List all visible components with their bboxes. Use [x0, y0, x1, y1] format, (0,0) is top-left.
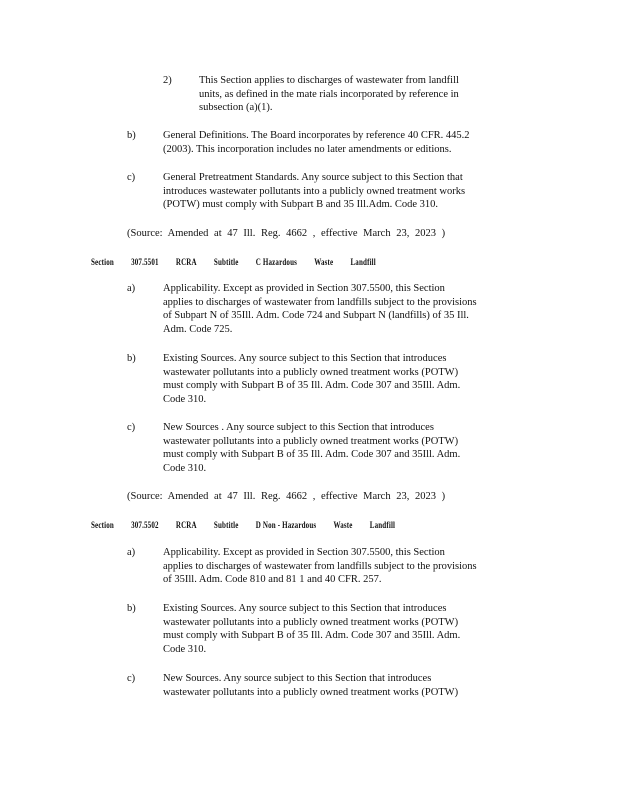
section-title-part: Waste: [333, 520, 353, 530]
section-title-part: RCRA: [175, 257, 197, 267]
item-text: [199, 74, 459, 115]
item-label: c): [127, 422, 136, 433]
item-text: [163, 602, 460, 656]
text-line: must comply with Subpart B of 35 Ill. Adm. Code 307 and 35Ill. Adm.: [163, 630, 461, 642]
item-label: b): [127, 353, 136, 364]
text-line: wastewater pollutants into a publicly owned treatment works (POTW): [163, 366, 459, 378]
text-line: Code 310.: [163, 462, 207, 474]
text-line: must comply with Subpart B of 35 Ill. Adm. Code 307 and 35Ill. Adm.: [163, 449, 461, 461]
section-word: Section: [91, 520, 114, 530]
text-line: Code 310.: [163, 393, 207, 405]
section-title-part: C Hazardous: [255, 257, 298, 267]
section-heading: [91, 257, 393, 268]
section-title-part: Landfill: [369, 520, 396, 530]
text-line: applies to discharges of wastewater from landfills subject to the provisions: [163, 560, 477, 572]
item-text: [163, 421, 460, 475]
section-title-part: RCRA: [175, 520, 197, 530]
text-line: introduces wastewater pollutants into a publicly owned treatment works: [163, 185, 466, 197]
text-line: New Sources . Any source subject to this Section that introduces: [163, 422, 434, 433]
text-line: Applicability. Except as provided in Section 307.5500, this Section: [163, 547, 445, 558]
text-line: applies to discharges of wastewater from landfills subject to the provisions: [163, 296, 477, 308]
text-line: General Pretreatment Standards. Any source subject to this Section that: [163, 172, 463, 183]
section-number: 307.5502: [131, 520, 159, 530]
item-text: [163, 282, 477, 336]
section-heading: [91, 520, 412, 531]
item-text: [163, 129, 470, 156]
source-note: (Source: Amended at 47 Ill. Reg. 4662 , effective March 23, 2023 ): [127, 228, 446, 239]
item-label: b): [127, 603, 136, 614]
item-label: b): [127, 130, 136, 141]
text-line: wastewater pollutants into a publicly owned treatment works (POTW): [163, 435, 459, 447]
item-label: a): [127, 283, 136, 294]
text-line: subsection (a)(1).: [199, 102, 273, 114]
item-label: a): [127, 547, 136, 558]
section-title-part: Landfill: [350, 257, 376, 267]
item-text: [163, 352, 460, 406]
section-number: 307.5501: [131, 257, 159, 267]
text-line: General Definitions. The Board incorporates by reference 40 CFR. 445.2: [163, 130, 470, 141]
text-line: Applicability. Except as provided in Section 307.5500, this Section: [163, 283, 445, 294]
section-title-part: D Non - Hazardous: [255, 520, 317, 530]
item-text: [163, 672, 458, 699]
section-word: Section: [91, 257, 114, 267]
section-title-part: Subtitle: [213, 257, 239, 267]
text-line: wastewater pollutants into a publicly owned treatment works (POTW): [163, 686, 459, 698]
text-line: Adm. Code 725.: [163, 323, 233, 335]
text-line: units, as defined in the mate rials incorporated by reference in: [199, 88, 459, 100]
item-text: [163, 546, 477, 587]
item-text: [163, 171, 465, 212]
text-line: Existing Sources. Any source subject to this Section that introduces: [163, 353, 447, 364]
item-label: c): [127, 172, 136, 183]
item-label: 2): [163, 75, 172, 86]
section-title-part: Subtitle: [213, 520, 239, 530]
text-line: of Subpart N of 35Ill. Adm. Code 724 and Subpart N (landfills) of 35 Ill.: [163, 310, 469, 322]
text-line: Existing Sources. Any source subject to this Section that introduces: [163, 603, 447, 614]
section-title-part: Waste: [314, 257, 334, 267]
text-line: (2003). This incorporation includes no later amendments or editions.: [163, 143, 452, 155]
text-line: (POTW) must comply with Subpart B and 35 Ill.Adm. Code 310.: [163, 199, 439, 211]
text-line: wastewater pollutants into a publicly owned treatment works (POTW): [163, 616, 459, 628]
item-label: c): [127, 673, 136, 684]
source-note: (Source: Amended at 47 Ill. Reg. 4662 , effective March 23, 2023 ): [127, 491, 446, 502]
text-line: must comply with Subpart B of 35 Ill. Adm. Code 307 and 35Ill. Adm.: [163, 380, 461, 392]
text-line: New Sources. Any source subject to this Section that introduces: [163, 673, 432, 684]
text-line: This Section applies to discharges of wastewater from landfill: [199, 75, 459, 86]
text-line: of 35Ill. Adm. Code 810 and 81 1 and 40 CFR. 257.: [163, 574, 382, 586]
text-line: Code 310.: [163, 643, 207, 655]
